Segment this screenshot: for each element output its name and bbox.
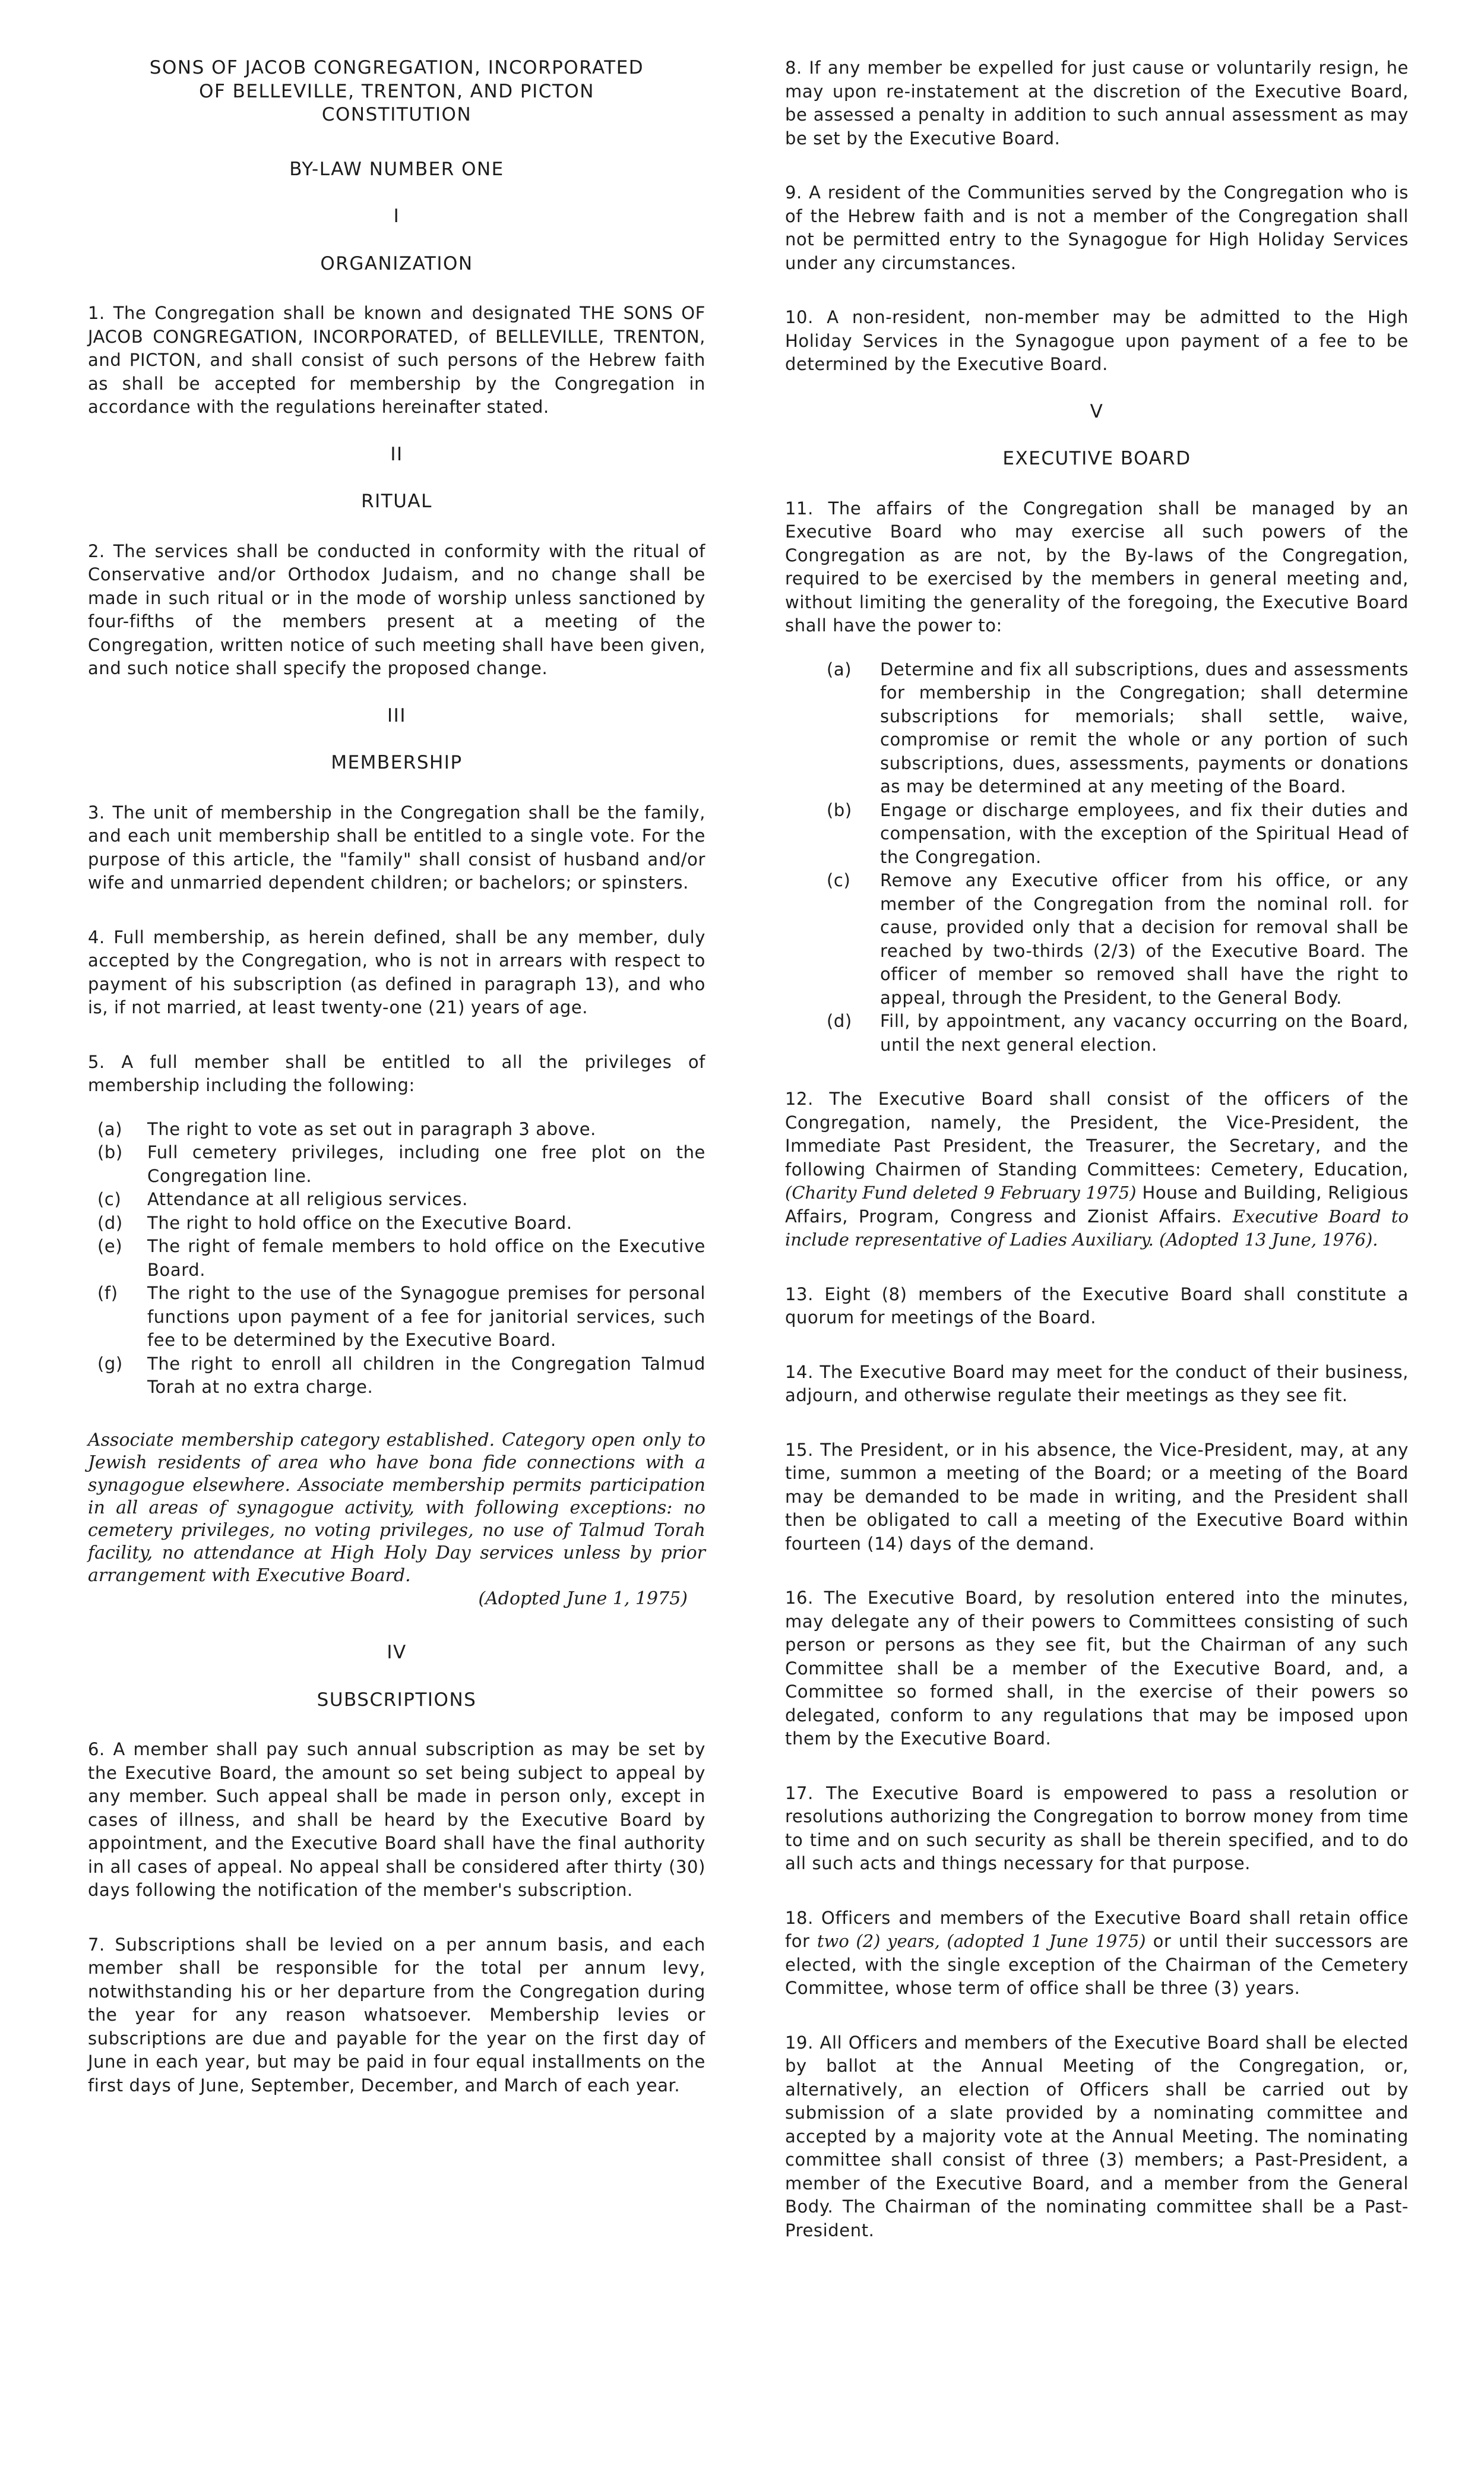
list-item: (d) Fill, by appointment, any vacancy occurring on the Board, until the next general election. [827,1011,1409,1055]
paragraph-3: 3. The unit of membership in the Congregation shall be the family, and each unit membership shall be entitled to a single vote. For the purpose of this article, the "family" shall consist of husband and/or wife and unmarried dependent children; or bachelors; or spinsters. [88,802,705,893]
section-numeral-ii: II [390,443,403,465]
list-item: (c) Attendance at all religious services. [97,1189,468,1209]
list-item: (f) The right to the use of the Synagogue premises for personal functions upon payment of a fee for janitorial services, such fee to be determined by the Executive Board. [97,1283,705,1350]
paragraph-5: 5. A full member shall be entitled to all the privileges of membership including the following: [88,1051,705,1095]
paragraph-19: 19. All Officers and members of the Executive Board shall be elected by ballot at the Annual Meeting of the Congregation, or, alternatively, an election of Officers shall be carried out by submission of a slate provided by a nominating committee and accepted by a majority vote at the Annual Meeting. The nominating committee shall consist of three (3) members; a Past-President, a member of the Executive Board, and a member from the General Body. The Chairman of the nominating committee shall be a Past-President. [785,2032,1409,2240]
left-column [88,56,705,2097]
paragraph-6: 6. A member shall pay such annual subscription as may be set by the Executive Board, the amount so set being subject to appeal by any member. Such appeal shall be made in person only, except in cases of illness, and shall be heard by the Executive Board by appointment, and the Executive Board shall have the final authority in all cases of appeal. No appeal shall be considered after thirty (30) days following the notification of the member's subscription. [88,1739,705,1900]
document-title-line-3: CONSTITUTION [321,104,472,125]
section-title-membership: MEMBERSHIP [331,752,463,773]
paragraph-14: 14. The Executive Board may meet for the conduct of their business, adjourn, and otherwise regulate their meetings as they see fit. [785,1361,1409,1405]
list-item: (e) The right of female members to hold office on the Executive Board. [97,1236,705,1280]
paragraph-12: 12. The Executive Board shall consist of the officers of the Congregation, namely, the President, the Vice-President, the Immediate Past President, the Treasurer, the Secretary, and the following Chairmen of Standing Committees: Cemetery, Education, (Charity Fund deleted 9 February 1975) House and Building, Religious Affairs, Program, Congress and Zionist Affairs. Executive Board to include representative of Ladies Auxiliary. (Adopted 13 June, 1976). [785,1089,1409,1250]
paragraph-7: 7. Subscriptions shall be levied on a per annum basis, and each member shall be responsible for the total per annum levy, notwithstanding his or her departure from the Congregation during the year for any reason whatsoever. Membership levies or subscriptions are due and payable for the year on the first day of June in each year, but may be paid in four equal installments on the first days of June, September, December, and March of each year. [88,1934,705,2095]
paragraph-10: 10. A non-resident, non-member may be admitted to the High Holiday Services in the Synagogue upon payment of a fee to be determined by the Executive Board. [785,307,1409,374]
list-item: (d) The right to hold office on the Executive Board. [97,1212,572,1233]
right-column [785,56,1409,2242]
section-title-organization: ORGANIZATION [320,252,473,274]
paragraph-15: 15. The President, or in his absence, the Vice-President, may, at any time, summon a meeting of the Board; or a meeting of the Board may be demanded to be made in writing, and the President shall then be obligated to call a meeting of the Executive Board within fourteen (14) days of the demand. [785,1439,1409,1554]
associate-membership-note: Associate membership category established. Category open only to Jewish residents of area who have bona fide connections with a synagogue elsewhere. Associate membership permits participation in all areas of synagogue activity, with following exceptions: no cemetery privileges, no voting privileges, no use of Talmud Torah facility, no attendance at High Holy Day services unless by prior arrangement with Executive Board. [88,1429,705,1586]
paragraph-18-amendment: two (2) years, (adopted 1 June 1975) [817,1931,1146,1951]
paragraph-11-list [785,658,1409,1057]
list-item: (b) Engage or discharge employees, and fix their duties and compensation, with the exception of the Spiritual Head of the Congregation. [827,799,1409,867]
paragraph-17: 17. The Executive Board is empowered to pass a resolution or resolutions authorizing the Congregation to borrow money from time to time and on such security as shall be therein specified, and to do all such acts and things necessary for that purpose. [785,1782,1409,1873]
list-item: (a) The right to vote as set out in paragraph 3 above. [97,1118,596,1139]
paragraph-16: 16. The Executive Board, by resolution entered into the minutes, may delegate any of their powers to Committees consisting of such person or persons as they see fit, but the Chairman of any such Committee shall be a member of the Executive Board, and, a Committee so formed shall, in the exercise of their powers so delegated, conform to any regulations that may be imposed upon them by the Executive Board. [785,1588,1409,1749]
associate-adopted-date: (Adopted June 1, 1975) [478,1588,688,1609]
paragraph-5-list [88,1118,705,1399]
section-numeral-iii: III [387,704,406,726]
paragraph-4: 4. Full membership, as herein defined, shall be any member, duly accepted by the Congregation, who is not in arrears with respect to payment of his subscription (as defined in paragraph 13), and who is, if not married, at least twenty-one (21) years of age. [88,927,705,1017]
paragraph-18: 18. Officers and members of the Executive Board shall retain office for two (2) years, (adopted 1 June 1975) or until their successors are elected, with the single exception of the Chairman of the Cemetery Committee, whose term of office shall be three (3) years. [785,1907,1409,1998]
section-title-executive-board: EXECUTIVE BOARD [1002,448,1191,469]
paragraph-2: 2. The services shall be conducted in conformity with the ritual of Conservative and/or Orthodox Judaism, and no change shall be made in such ritual or in the mode of worship unless sanctioned by four-fifths of the members present at a meeting of the Congregation, written notice of such meeting shall have been given, and such notice shall specify the proposed change. [88,541,705,678]
document-title-line-2: OF BELLEVILLE, TRENTON, AND PICTON [199,80,594,102]
paragraph-9: 9. A resident of the Communities served by the Congregation who is of the Hebrew faith and is not a member of the Congregation shall not be permitted entry to the Synagogue for High Holiday Services under any circumstances. [785,182,1409,273]
paragraph-1: 1. The Congregation shall be known and designated THE SONS OF JACOB CONGREGATION, INCORPORATED, of BELLEVILLE, TRENTON, and PICTON, and shall consist of such persons of the Hebrew faith as shall be accepted for membership by the Congregation in accordance with the regulations hereinafter stated. [88,303,705,417]
paragraph-11: 11. The affairs of the Congregation shall be managed by an Executive Board who may exercise all such powers of the Congregation as are not, by the By-laws of the Congregation, required to be exercised by the members in general meeting and, without limiting the generality of the foregoing, the Executive Board shall have the power to: [785,498,1409,636]
bylaw-heading: BY-LAW NUMBER ONE [289,158,504,180]
section-numeral-i: I [393,206,400,227]
paragraph-12-amendment: (Charity Fund deleted 9 February 1975) [785,1183,1137,1203]
section-title-ritual: RITUAL [361,491,432,512]
document-title-line-1: SONS OF JACOB CONGREGATION, INCORPORATED [149,57,644,78]
paragraph-13: 13. Eight (8) members of the Executive Board shall constitute a quorum for meetings of the Board. [785,1284,1409,1328]
list-item: (c) Remove any Executive officer from his office, or any member of the Congregation from the nominal roll. for cause, provided only that a decision for removal shall be reached by two-thirds (2/3) of the Executive Board. The officer of member so removed shall have the right to appeal, through the President, to the General Body. [827,870,1409,1008]
section-numeral-v: V [1090,400,1104,422]
paragraph-8: 8. If any member be expelled for just cause or voluntarily resign, he may upon re-instatement at the discretion of the Executive Board, be assessed a penalty in addition to such annual assessment as may be set by the Executive Board. [785,58,1409,148]
section-title-subscriptions: SUBSCRIPTIONS [317,1689,477,1711]
list-item: (a) Determine and fix all subscriptions, dues and assessments for membership in the Congregation; shall determine subscriptions for memorials; shall settle, waive, compromise or remit the whole or any portion of such subscriptions, dues, assessments, payments or donations as may be determined at any meeting of the Board. [827,659,1409,796]
paragraph-12-adopted: Executive Board to include representative of Ladies Auxiliary. (Adopted 13 June, 1976). [785,1206,1409,1250]
section-numeral-iv: IV [387,1642,407,1663]
list-item: (g) The right to enroll all children in the Congregation Talmud Torah at no extra charge. [97,1353,705,1397]
list-item: (b) Full cemetery privileges, including one free plot on the Congregation line. [97,1142,705,1186]
